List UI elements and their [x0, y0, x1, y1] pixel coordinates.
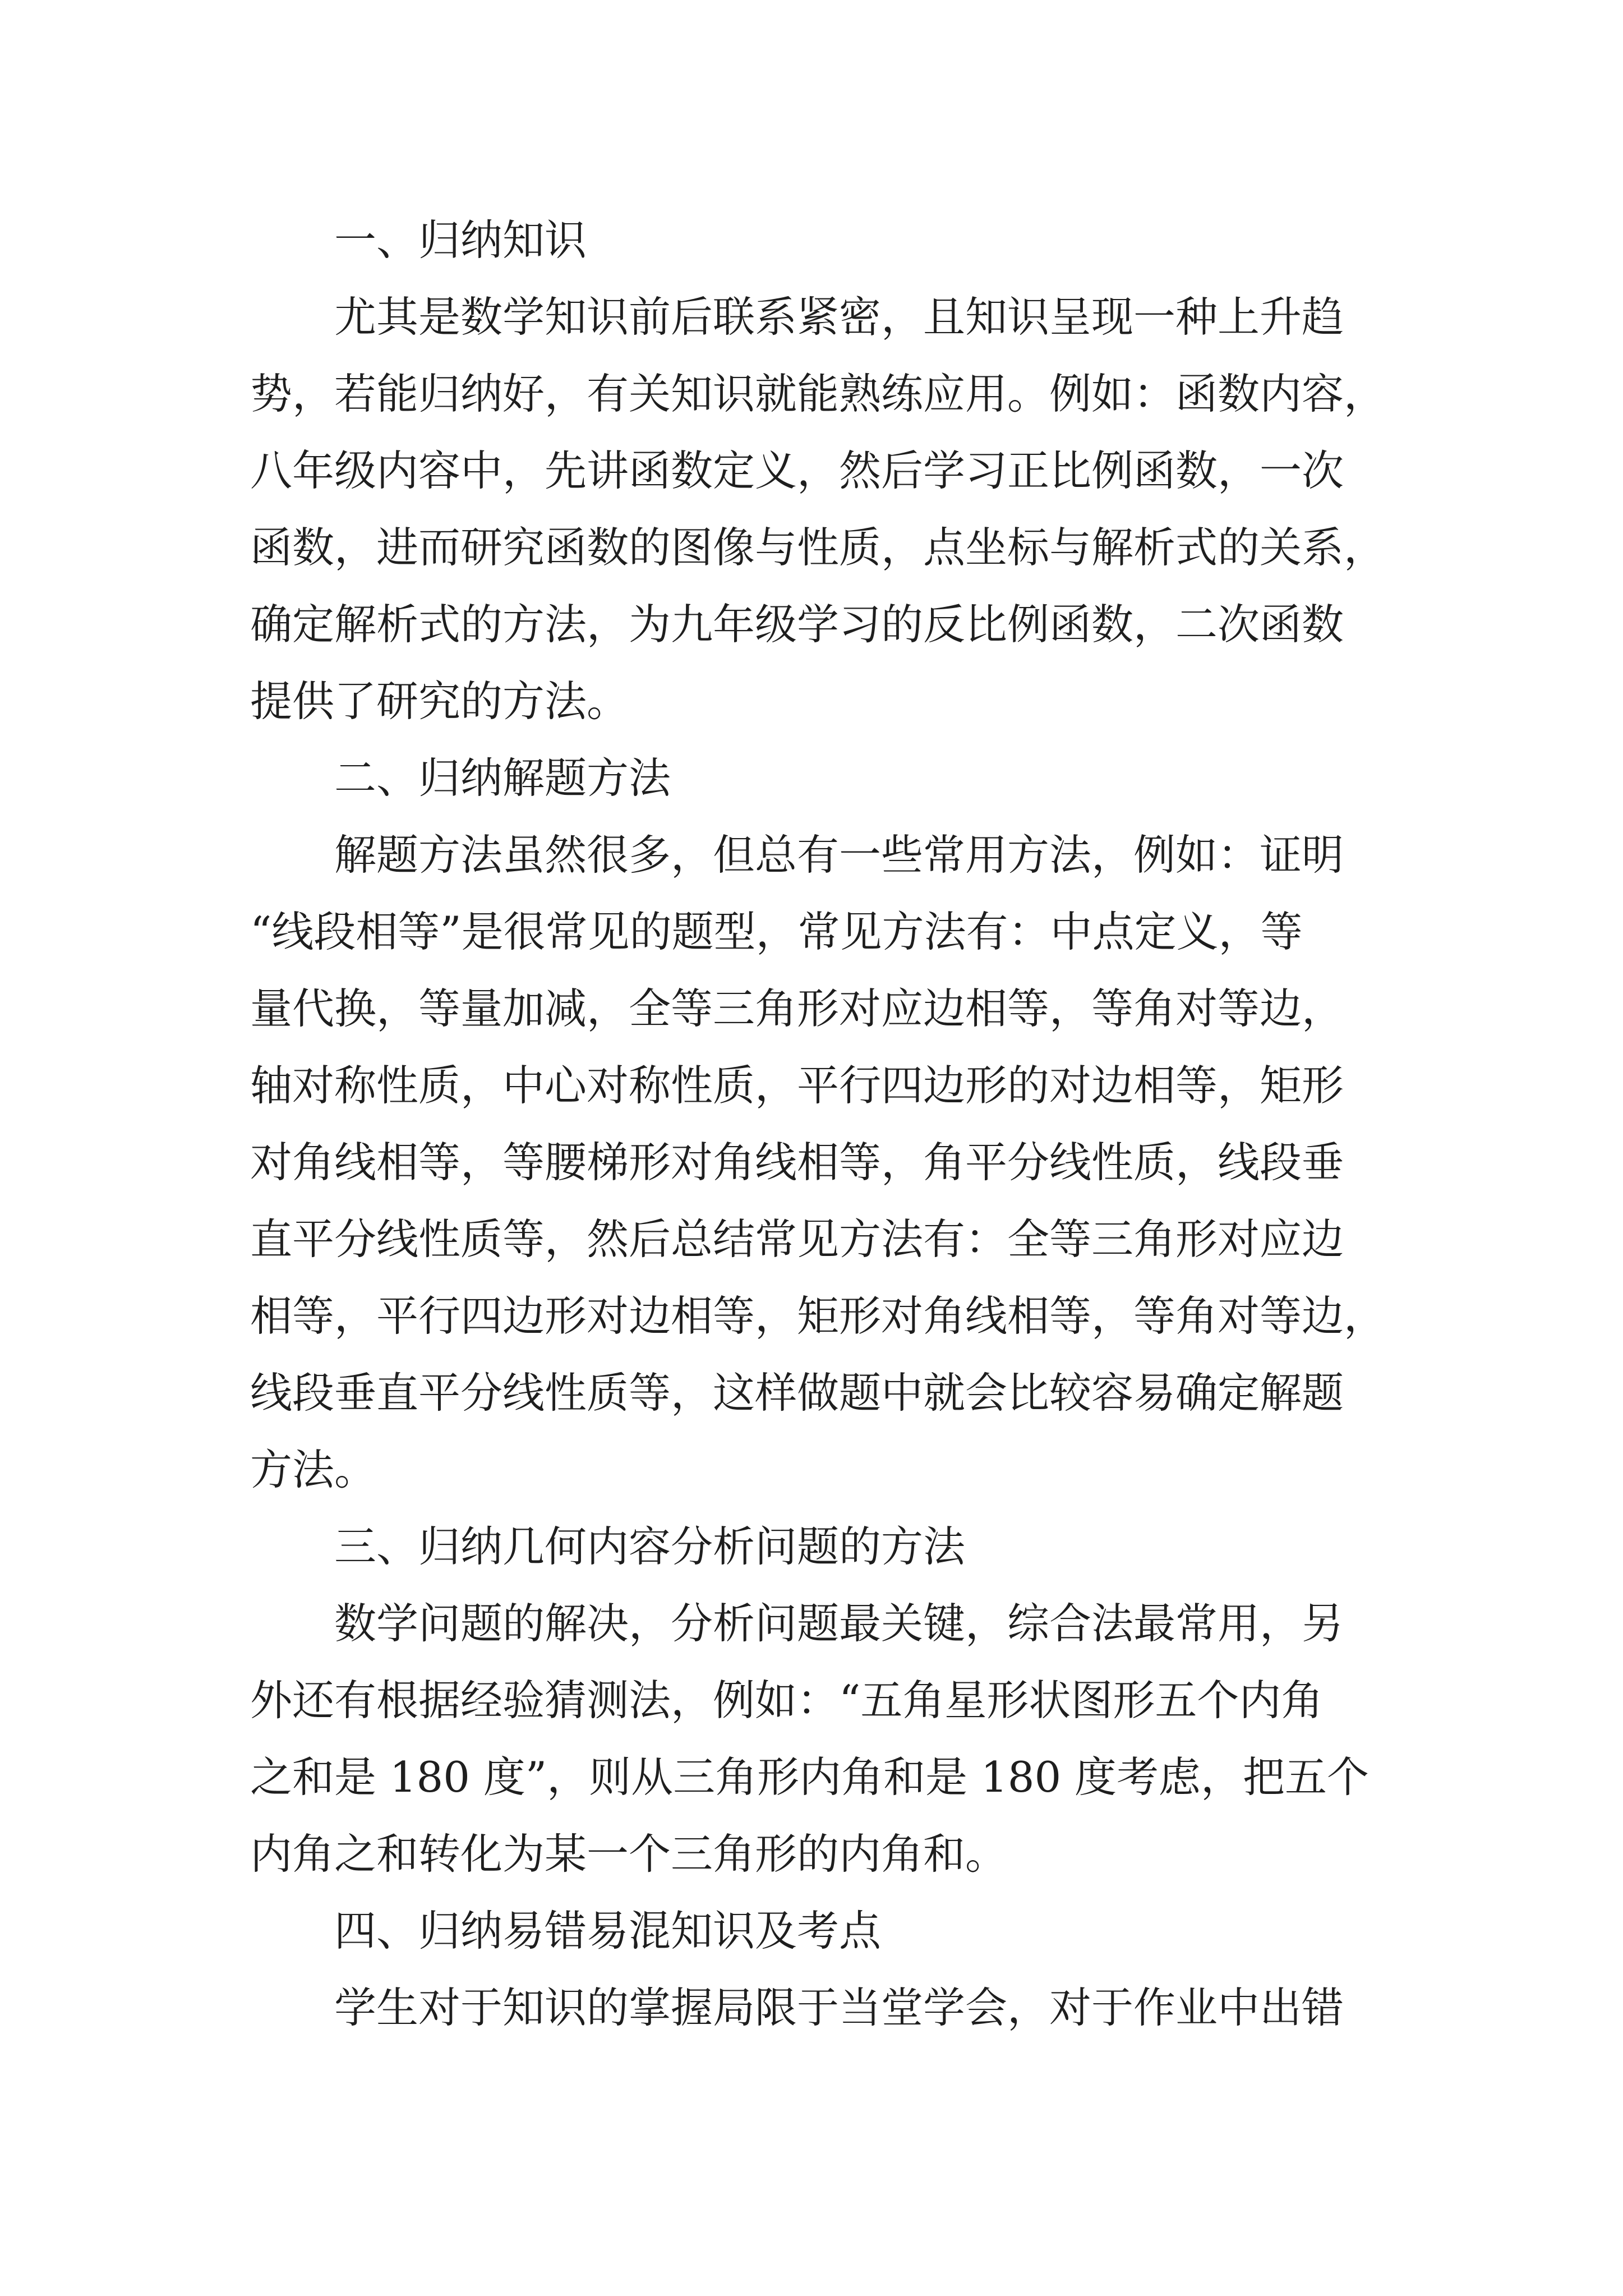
paragraph-line: 势，若能归纳好，有关知识就能熟练应用。例如：函数内容，	[250, 369, 1386, 418]
paragraph-line: 八年级内容中，先讲函数定义，然后学习正比例函数，一次	[250, 446, 1344, 495]
paragraph-line: 外还有根据经验猜测法，例如：“五角星形状图形五个内角	[250, 1676, 1324, 1725]
document-body	[250, 202, 1389, 2046]
paragraph-line: 相等，平行四边形对边相等，矩形对角线相等，等角对等边，	[250, 1291, 1386, 1341]
paragraph-line: 量代换，等量加减，全等三角形对应边相等，等角对等边，	[250, 984, 1344, 1033]
section-heading: 二、归纳解题方法	[334, 753, 671, 803]
paragraph-line: 学生对于知识的掌握局限于当堂学会，对于作业中出错	[334, 1983, 1344, 2032]
section-heading: 一、归纳知识	[334, 215, 587, 265]
paragraph-line: 解题方法虽然很多，但总有一些常用方法，例如：证明	[334, 830, 1344, 880]
paragraph-line: 方法。	[250, 1445, 377, 1494]
paragraph-line: 之和是 180 度”，则从三角形内角和是 180 度考虑，把五个	[250, 1752, 1370, 1802]
paragraph-line: 数学问题的解决，分析问题最关键，综合法最常用，另	[334, 1599, 1344, 1648]
paragraph-line: 确定解析式的方法，为九年级学习的反比例函数，二次函数	[250, 600, 1344, 649]
paragraph-line: 线段垂直平分线性质等，这样做题中就会比较容易确定解题	[250, 1368, 1344, 1418]
paragraph-line: 内角之和转化为某一个三角形的内角和。	[250, 1829, 1008, 1879]
paragraph-line: 直平分线性质等，然后总结常见方法有：全等三角形对应边	[250, 1214, 1344, 1264]
paragraph-line: 轴对称性质，中心对称性质，平行四边形的对边相等，矩形	[250, 1061, 1344, 1110]
paragraph-line: 对角线相等，等腰梯形对角线相等，角平分线性质，线段垂	[250, 1138, 1344, 1187]
paragraph-line: 函数，进而研究函数的图像与性质，点坐标与解析式的关系，	[250, 523, 1386, 572]
paragraph-line: “线段相等”是很常见的题型，常见方法有：中点定义，等	[250, 907, 1303, 956]
paragraph-line: 尤其是数学知识前后联系紧密，且知识呈现一种上升趋	[334, 292, 1344, 342]
section-heading: 三、归纳几何内容分析问题的方法	[334, 1522, 966, 1571]
paragraph-line: 提供了研究的方法。	[250, 677, 629, 726]
section-heading: 四、归纳易错易混知识及考点	[334, 1906, 882, 1955]
